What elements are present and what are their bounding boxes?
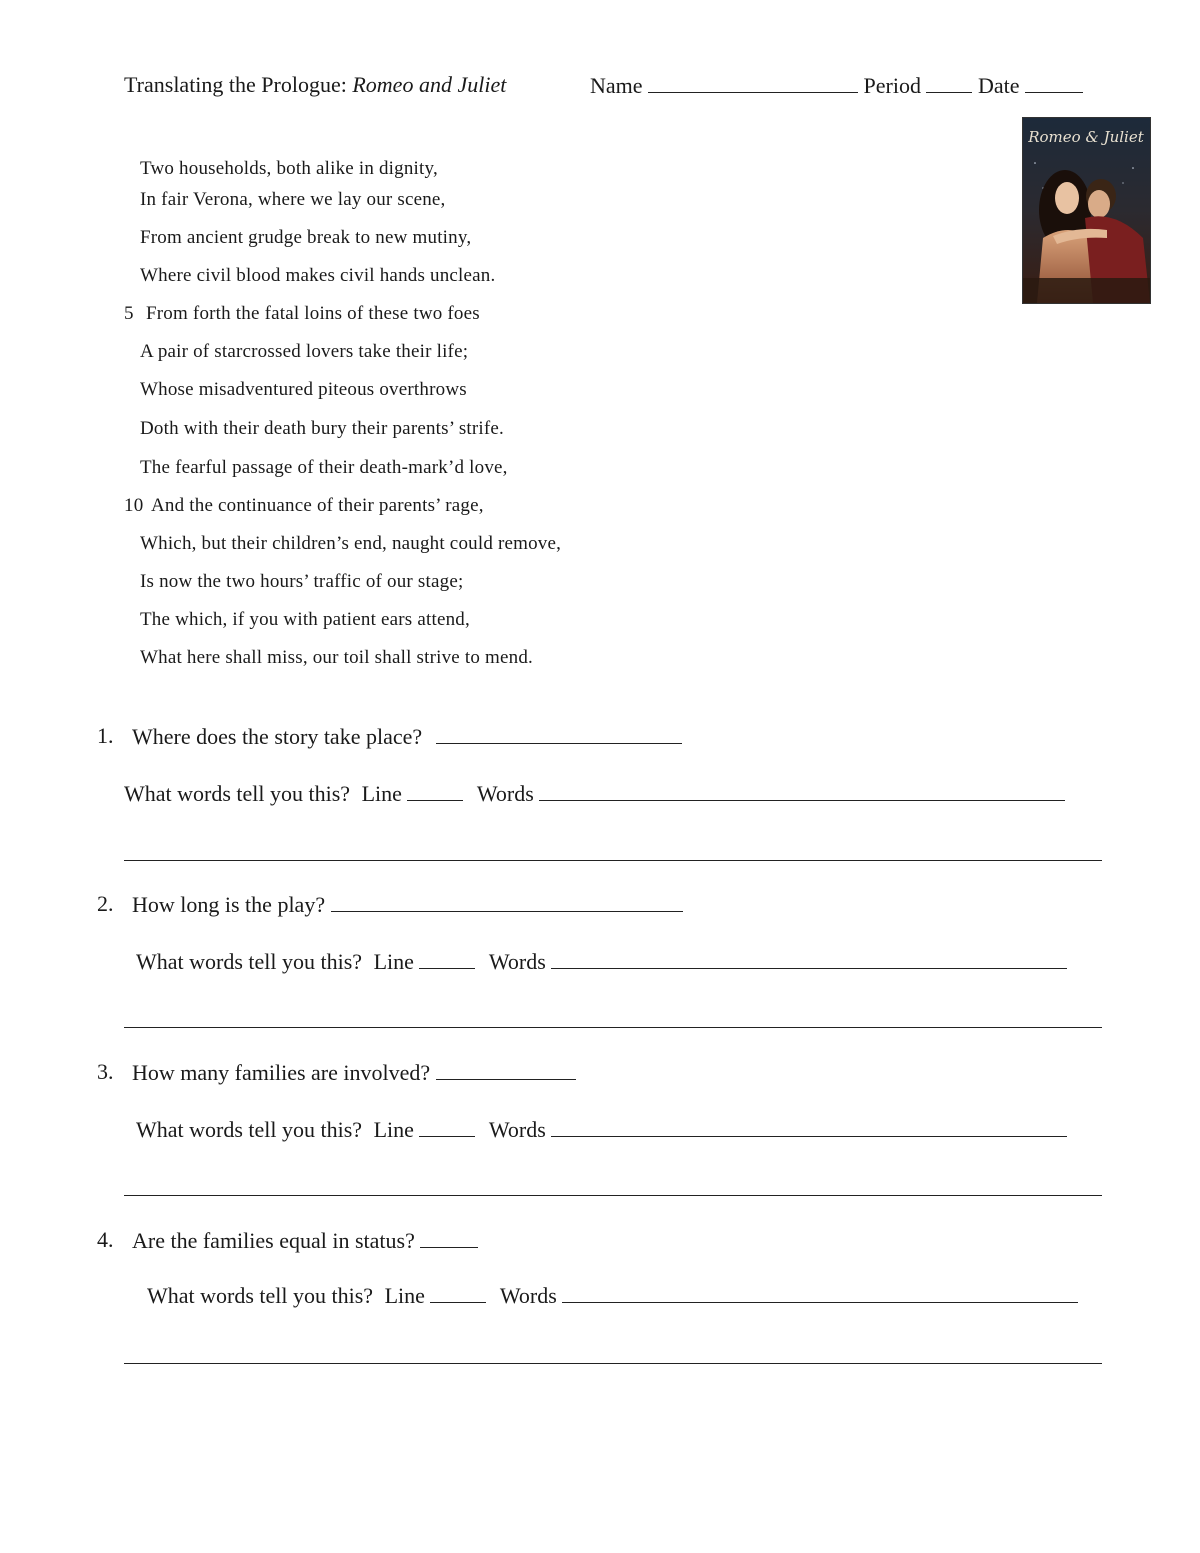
poem-line-text: Is now the two hours’ traffic of our stage; bbox=[140, 571, 464, 592]
followup-prompt: What words tell you this? bbox=[136, 1117, 363, 1142]
poem-line-text: In fair Verona, where we lay our scene, bbox=[140, 189, 446, 210]
poem-line-text: Two households, both alike in dignity, bbox=[140, 158, 438, 179]
poem-line-text: From forth the fatal loins of these two foes bbox=[146, 303, 480, 324]
words-blank[interactable] bbox=[551, 1116, 1067, 1137]
question-3 bbox=[132, 1059, 576, 1086]
question-text: How long is the play? bbox=[132, 892, 326, 917]
poem-line bbox=[124, 303, 480, 325]
line-blank[interactable] bbox=[419, 1116, 475, 1137]
line-blank[interactable] bbox=[430, 1282, 486, 1303]
answer-blank[interactable] bbox=[420, 1227, 478, 1248]
words-label: Words bbox=[476, 781, 534, 806]
poem-line bbox=[140, 189, 446, 211]
words-blank[interactable] bbox=[562, 1282, 1078, 1303]
followup-prompt: What words tell you this? bbox=[136, 949, 363, 974]
poem-line-text: The which, if you with patient ears attend, bbox=[140, 609, 470, 630]
answer-blank[interactable] bbox=[436, 1059, 576, 1080]
poem-line-text: Doth with their death bury their parents’ strife. bbox=[140, 418, 505, 439]
poem-line bbox=[140, 609, 470, 631]
poem-line-text: From ancient grudge break to new mutiny, bbox=[140, 227, 472, 248]
question-4 bbox=[132, 1227, 478, 1254]
line-blank[interactable] bbox=[407, 780, 463, 801]
question-1 bbox=[132, 723, 682, 750]
title-play-name: Romeo and Juliet bbox=[352, 72, 507, 97]
words-blank[interactable] bbox=[539, 780, 1065, 801]
question-number: 1. bbox=[97, 723, 114, 748]
poem-line bbox=[140, 418, 504, 440]
poem-line bbox=[140, 457, 508, 479]
question-number: 4. bbox=[97, 1227, 114, 1252]
romeo-juliet-poster-image bbox=[1022, 117, 1151, 304]
answer-blank[interactable] bbox=[436, 723, 682, 744]
poem-line-text: The fearful passage of their death-mark’d love, bbox=[140, 457, 508, 478]
words-label: Words bbox=[499, 1283, 557, 1308]
date-label: Date bbox=[977, 73, 1020, 98]
poem-line bbox=[140, 571, 463, 593]
worksheet-title bbox=[124, 72, 506, 98]
answer-blank[interactable] bbox=[331, 891, 683, 912]
question-2 bbox=[132, 891, 683, 918]
line-label: Line bbox=[361, 781, 402, 806]
name-label: Name bbox=[590, 73, 643, 98]
answer-line[interactable] bbox=[124, 1363, 1102, 1364]
poem-line bbox=[140, 265, 495, 287]
question-text: Where does the story take place? bbox=[132, 724, 423, 749]
poem-line bbox=[140, 533, 561, 555]
poem-line bbox=[140, 227, 471, 249]
poster-title-text: Romeo & Juliet bbox=[1028, 128, 1144, 146]
followup-row bbox=[147, 1282, 1078, 1309]
question-number: 2. bbox=[97, 891, 114, 916]
poem-line-text: Where civil blood makes civil hands unclean. bbox=[140, 265, 496, 286]
words-blank[interactable] bbox=[551, 948, 1067, 969]
line-blank[interactable] bbox=[419, 948, 475, 969]
question-number: 3. bbox=[97, 1059, 114, 1084]
answer-line[interactable] bbox=[124, 860, 1102, 861]
title-prefix: Translating the Prologue: bbox=[124, 72, 353, 97]
answer-line[interactable] bbox=[124, 1195, 1102, 1196]
name-blank[interactable] bbox=[648, 72, 858, 93]
words-label: Words bbox=[488, 949, 546, 974]
poem-line-text: And the continuance of their parents’ rage, bbox=[151, 495, 484, 516]
poem-line-text: What here shall miss, our toil shall strive to mend. bbox=[140, 647, 533, 668]
followup-prompt: What words tell you this? bbox=[147, 1283, 374, 1308]
line-label: Line bbox=[373, 1117, 414, 1142]
poem-line bbox=[140, 341, 468, 363]
period-label: Period bbox=[863, 73, 921, 98]
line-label: Line bbox=[373, 949, 414, 974]
answer-line[interactable] bbox=[124, 1027, 1102, 1028]
period-blank[interactable] bbox=[926, 72, 972, 93]
followup-row bbox=[136, 1116, 1067, 1143]
line-number: 10 bbox=[124, 495, 144, 516]
poem-line-text: Whose misadventured piteous overthrows bbox=[140, 379, 467, 400]
words-label: Words bbox=[488, 1117, 546, 1142]
poster-illustration bbox=[1023, 118, 1150, 303]
poem-line bbox=[140, 647, 533, 669]
poem-line bbox=[140, 158, 438, 180]
followup-row bbox=[124, 780, 1065, 807]
question-text: How many families are involved? bbox=[132, 1060, 431, 1085]
followup-prompt: What words tell you this? bbox=[124, 781, 351, 806]
poem-line bbox=[124, 495, 484, 517]
student-info bbox=[590, 72, 1083, 99]
date-blank[interactable] bbox=[1025, 72, 1083, 93]
poem-line-text: A pair of starcrossed lovers take their life; bbox=[140, 341, 469, 362]
line-number: 5 bbox=[124, 303, 134, 324]
question-text: Are the families equal in status? bbox=[132, 1228, 415, 1253]
line-label: Line bbox=[384, 1283, 425, 1308]
poem-line bbox=[140, 379, 467, 401]
poem-line-text: Which, but their children’s end, naught could remove, bbox=[140, 533, 562, 554]
followup-row bbox=[136, 948, 1067, 975]
